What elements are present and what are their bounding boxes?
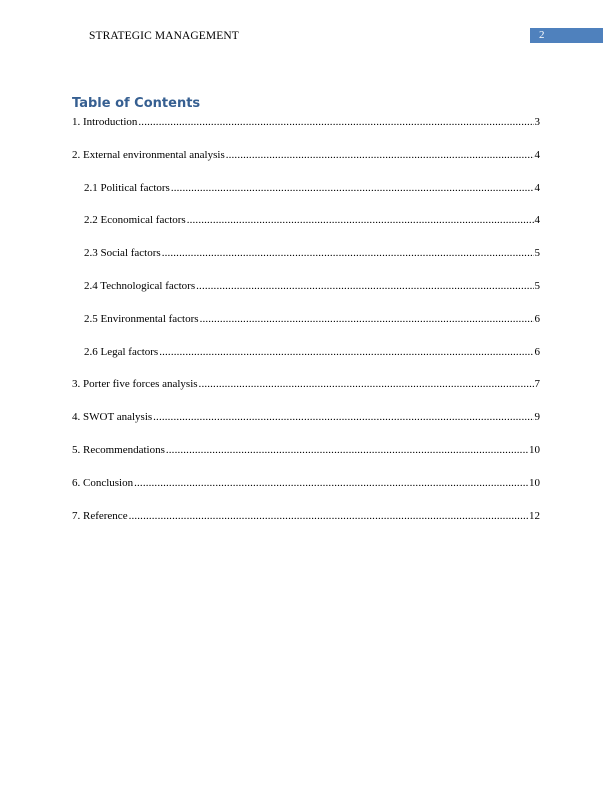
toc-entry-label: 3. Porter five forces analysis: [72, 378, 198, 391]
toc-dot-leader: [200, 311, 534, 327]
toc-entry-page: 10: [529, 476, 540, 489]
toc-entry-label: 2.2 Economical factors: [84, 214, 186, 227]
toc-dot-leader: [199, 376, 534, 392]
toc-entry[interactable]: [72, 508, 540, 524]
running-header-title: STRATEGIC MANAGEMENT: [89, 30, 239, 42]
page-number-badge: 2: [530, 28, 603, 43]
toc-entry-page: 12: [529, 509, 540, 522]
toc-entry[interactable]: [72, 442, 540, 458]
toc-entry-page: 10: [529, 444, 540, 456]
toc-entry-label: 5. Recommendations: [72, 444, 165, 456]
toc-dot-leader: [171, 180, 534, 196]
toc-entry-label: 2.1 Political factors: [84, 181, 170, 194]
toc-entry-page: 5: [534, 247, 540, 260]
toc-entry[interactable]: [72, 180, 540, 196]
toc-heading: Table of Contents: [72, 96, 201, 111]
toc-entry-page: 6: [534, 345, 540, 358]
toc-dot-leader: [166, 442, 528, 458]
toc-entry[interactable]: [72, 311, 540, 327]
toc-entry-label: 1. Introduction: [72, 116, 138, 128]
toc-entry[interactable]: [72, 344, 540, 360]
toc-entry[interactable]: [72, 475, 540, 491]
toc-dot-leader: [134, 475, 528, 491]
toc-dot-leader: [138, 114, 533, 130]
toc-entry-label: 2.6 Legal factors: [84, 345, 159, 358]
toc-entry-label: 4. SWOT analysis: [72, 411, 153, 424]
toc-entry-label: 7. Reference: [72, 509, 128, 522]
toc-entry-page: 4: [534, 181, 540, 194]
toc-dot-leader: [187, 212, 534, 228]
toc-dot-leader: [196, 278, 533, 294]
toc-dot-leader: [226, 147, 534, 163]
toc-entry[interactable]: [72, 376, 540, 392]
toc-entry[interactable]: [72, 147, 540, 163]
toc-entry-label: 2.5 Environmental factors: [84, 312, 199, 325]
toc-entry-page: 9: [534, 411, 540, 424]
toc-entry-page: 7: [534, 378, 540, 391]
toc-entry-label: 2.4 Technological factors: [84, 280, 196, 292]
toc-dot-leader: [159, 344, 533, 360]
toc-entry-label: 2.3 Social factors: [84, 247, 161, 260]
toc-entry-page: 6: [534, 312, 540, 325]
toc-entry[interactable]: [72, 114, 540, 130]
toc-entry[interactable]: [72, 409, 540, 425]
toc-dot-leader: [162, 245, 534, 261]
toc-entry[interactable]: [72, 245, 540, 261]
toc-entry-page: 3: [534, 116, 540, 128]
toc-entry-page: 4: [534, 214, 540, 227]
toc-entry-label: 2. External environmental analysis: [72, 148, 225, 161]
toc-entry-page: 5: [534, 280, 540, 292]
toc-dot-leader: [129, 508, 528, 524]
toc-entry[interactable]: [72, 278, 540, 294]
toc-entry[interactable]: [72, 212, 540, 228]
toc-entry-label: 6. Conclusion: [72, 476, 134, 489]
toc-entry-page: 4: [534, 148, 540, 161]
toc-dot-leader: [153, 409, 533, 425]
